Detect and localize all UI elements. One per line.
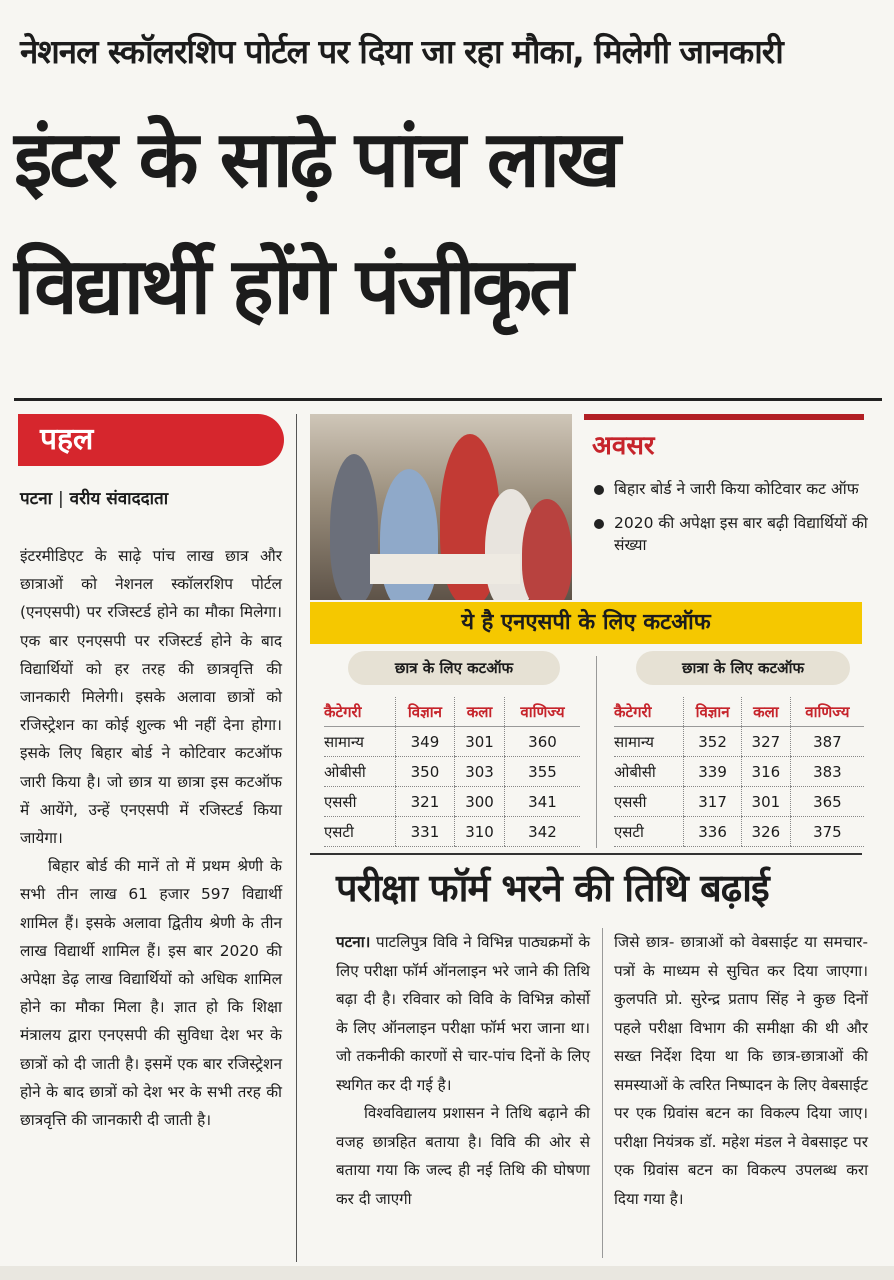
column-header: वाणिज्य bbox=[505, 697, 581, 727]
column-divider bbox=[296, 414, 297, 1262]
table-cell: 360 bbox=[505, 727, 581, 757]
avasar-title: अवसर bbox=[592, 431, 655, 461]
avasar-bullet: 2020 की अपेक्षा इस बार बढ़ी विद्यार्थियों की संख्या bbox=[592, 512, 882, 556]
table-cell: 341 bbox=[505, 787, 581, 817]
table-cell: 365 bbox=[790, 787, 864, 817]
table-cell: 300 bbox=[455, 787, 505, 817]
table-cell: 387 bbox=[790, 727, 864, 757]
table-cell: 310 bbox=[455, 817, 505, 847]
column-header: विज्ञान bbox=[395, 697, 454, 727]
dateline-byline: वरीय संवाददाता bbox=[69, 489, 169, 509]
left-article-paragraph-1: इंटरमीडिएट के साढ़े पांच लाख छात्र और छात्राओं को नेशनल स्कॉलरशिप पोर्टल (एनएसपी) पर रजिस्टर्ड होने का मौका मिलेगा। एक बार एनएसपी पर रजिस्टर्ड होने के बाद विद्यार्थियों को हर तरह की छात्रवृत्ति की जानकारी मिलेगी। इसके अलावा छात्रों को रजिस्ट्रेशन का कोई शुल्क भी नहीं देना होगा। इसके लिए बिहार बोर्ड ने कोटिवार कटऑफ जारी किया है। जो छात्र या छात्रा इस कटऑफ में आयेंगे, उन्हें एनएसपी में रजिस्टर्ड किया जायेगा। bbox=[20, 547, 282, 848]
column-header: कैटेगरी bbox=[614, 697, 684, 727]
avasar-bullets bbox=[592, 478, 882, 568]
table-row bbox=[324, 727, 580, 757]
table-cell: 383 bbox=[790, 757, 864, 787]
table-cell: एससी bbox=[324, 787, 395, 817]
headline-line-2: विद्यार्थी होंगे पंजीकृत bbox=[14, 242, 571, 332]
dateline-place: पटना bbox=[20, 489, 53, 509]
left-article-paragraph-2: बिहार बोर्ड की मानें तो में प्रथम श्रेणी के सभी तीन लाख 61 हजार 597 विद्यार्थी शामिल हैं। इसके अलावा द्वितीय श्रेणी के तीन लाख विद्यार्थी शामिल हैं। इस बार 2020 की अपेक्षा डेढ़ लाख विद्यार्थियों को अधिक शामिल होने का मौका मिला है। ज्ञात हो कि शिक्षा मंत्रालय द्वारा एनएसपी की सुविधा देश भर के छात्रों को दी जाती है। इसमें एक बार रजिस्ट्रेशन होने के बाद छात्रों को देश भर के सभी तरह की छात्रवृत्ति की जानकारी दी जाती है। bbox=[20, 857, 282, 1130]
page-bottom-strip bbox=[0, 1266, 894, 1280]
table-cell: 317 bbox=[684, 787, 742, 817]
avasar-bullet: बिहार बोर्ड ने जारी किया कोटिवार कट ऑफ bbox=[592, 478, 882, 500]
second-story-text: पाटलिपुत्र विवि ने विभिन्न पाठ्यक्रमों के लिए परीक्षा फॉर्म ऑनलाइन भरे जाने की तिथि बढ़ा दी है। रविवार को विवि के विभिन्न कोर्सो के लिए ऑनलाइन परीक्षा फॉर्म भरा जाना था। जो तकनीकी कारणों से चार-पांच दिनों के लिए स्थगित कर दी गई है। bbox=[336, 933, 590, 1094]
table-cell: एसटी bbox=[324, 817, 395, 847]
second-story-column-1 bbox=[336, 928, 590, 1213]
table-cell: 316 bbox=[741, 757, 790, 787]
table-cell: एससी bbox=[614, 787, 684, 817]
second-story-column-2 bbox=[614, 928, 868, 1213]
table-cell: 375 bbox=[790, 817, 864, 847]
students-photo bbox=[310, 414, 572, 600]
section-tag: पहल bbox=[40, 422, 94, 457]
second-story-paragraph-3: जिसे छात्र- छात्राओं को वेबसाईट या समचार- पत्रों के माध्यम से सुचित कर दिया जाएगा। कुलपति प्रो. सुरेन्द्र प्रताप सिंह ने कुछ दिनों पहले परीक्षा विभाग की समीक्षा की थी और सख्त निर्देश दिया था कि छात्र-छात्राओं की समस्याओं के त्वरित निष्पादन के लिए वेबसाईट पर एक ग्रिवांस बटन का विकल्प दिया जाए। परीक्षा नियंत्रक डॉ. महेश मंडल ने वेबसाइट पर एक ग्रिवांस बटन का विकल्प उपलब्ध करा दिया गया है। bbox=[614, 933, 868, 1208]
boys-cutoff-table bbox=[324, 697, 580, 847]
table-cell: 352 bbox=[684, 727, 742, 757]
table-cell: 342 bbox=[505, 817, 581, 847]
table-cell: सामान्य bbox=[614, 727, 684, 757]
table-cell: 339 bbox=[684, 757, 742, 787]
table-header-row bbox=[324, 697, 580, 727]
second-story-column-divider bbox=[602, 928, 603, 1258]
dateline-separator: | bbox=[57, 489, 64, 509]
second-story-rule bbox=[310, 853, 862, 855]
left-article bbox=[20, 542, 282, 1134]
table-cell: 301 bbox=[741, 787, 790, 817]
table-cell: 355 bbox=[505, 757, 581, 787]
column-header: कला bbox=[741, 697, 790, 727]
table-cell: सामान्य bbox=[324, 727, 395, 757]
table-row bbox=[324, 817, 580, 847]
headline-divider bbox=[14, 398, 882, 401]
table-row bbox=[614, 787, 864, 817]
tables-divider bbox=[596, 656, 597, 848]
table-cell: 303 bbox=[455, 757, 505, 787]
table-cell: 326 bbox=[741, 817, 790, 847]
table-cell: एसटी bbox=[614, 817, 684, 847]
table-cell: ओबीसी bbox=[614, 757, 684, 787]
table-cell: 336 bbox=[684, 817, 742, 847]
boys-cutoff-title: छात्र के लिए कटऑफ bbox=[348, 651, 560, 685]
table-cell: 331 bbox=[395, 817, 454, 847]
headline-line-1: इंटर के साढ़े पांच लाख bbox=[14, 115, 618, 205]
table-row bbox=[324, 787, 580, 817]
second-story-lead: पटना। bbox=[336, 933, 371, 951]
table-cell: 350 bbox=[395, 757, 454, 787]
table-header-row bbox=[614, 697, 864, 727]
column-header: वाणिज्य bbox=[790, 697, 864, 727]
table-cell: 349 bbox=[395, 727, 454, 757]
cutoff-banner: ये है एनएसपी के लिए कटऑफ bbox=[461, 610, 711, 635]
second-story-paragraph-2: विश्वविद्यालय प्रशासन ने तिथि बढ़ाने की वजह छात्रहित बताया है। विवि की ओर से बताया गया कि जल्द ही नई तिथि की घोषणा कर दी जाएगी bbox=[336, 1104, 590, 1208]
table-row bbox=[614, 757, 864, 787]
column-header: कला bbox=[455, 697, 505, 727]
table-row bbox=[324, 757, 580, 787]
column-header: कैटेगरी bbox=[324, 697, 395, 727]
dateline bbox=[20, 485, 168, 513]
avasar-rule bbox=[584, 414, 864, 420]
column-header: विज्ञान bbox=[684, 697, 742, 727]
table-cell: 321 bbox=[395, 787, 454, 817]
table-cell: ओबीसी bbox=[324, 757, 395, 787]
second-story-paragraph-1 bbox=[336, 928, 590, 1099]
second-story-headline: परीक्षा फॉर्म भरने की तिथि बढ़ाई bbox=[336, 866, 769, 910]
subheadline: नेशनल स्कॉलरशिप पोर्टल पर दिया जा रहा मौका, मिलेगी जानकारी bbox=[20, 32, 783, 71]
table-row bbox=[614, 817, 864, 847]
girls-cutoff-table bbox=[614, 697, 864, 847]
table-row bbox=[614, 727, 864, 757]
table-cell: 327 bbox=[741, 727, 790, 757]
girls-cutoff-title: छात्रा के लिए कटऑफ bbox=[636, 651, 850, 685]
table-cell: 301 bbox=[455, 727, 505, 757]
